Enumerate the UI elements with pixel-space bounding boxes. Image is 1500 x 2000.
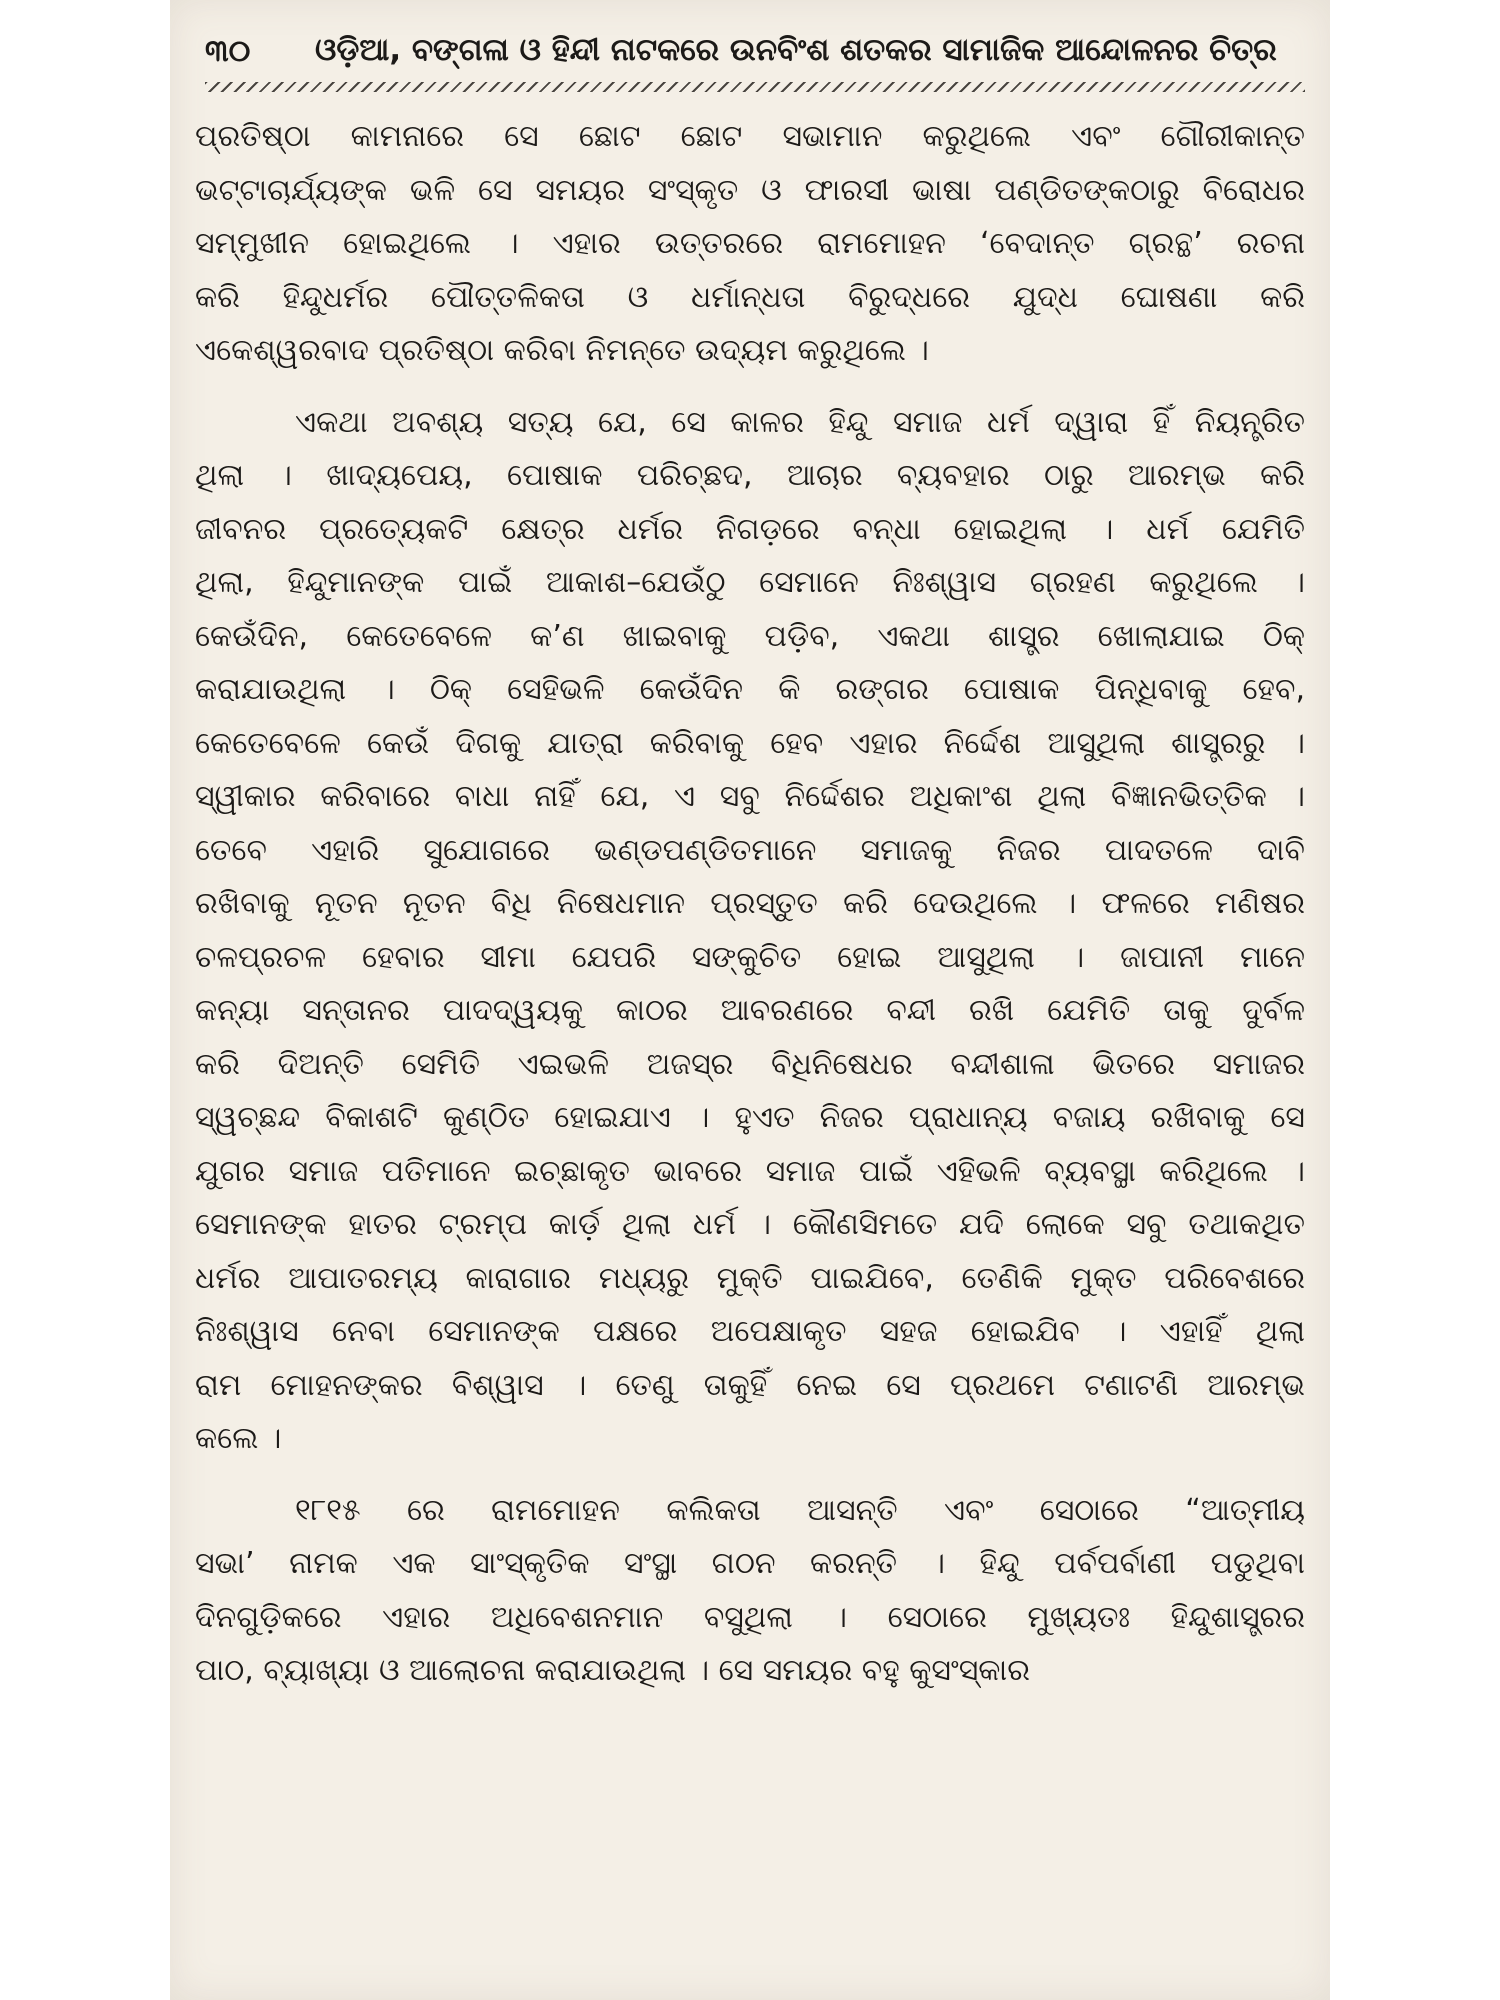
text-line: ସ୍ୱଚ୍ଛନ୍ଦ ବିକାଶଟି କୁଣ୍ଠିତ ହୋଇଯାଏ । ହୁଏତ ନିଜର ପ୍ରାଧାନ୍ୟ ବଜାୟ ରଖିବାକୁ ସେ: [195, 1100, 1305, 1135]
text-line: କରି ହିନ୍ଦୁଧର୍ମର ପୌତ୍ତଳିକତା ଓ ଧର୍ମାନ୍ଧତା ବିରୁଦ୍ଧରେ ଯୁଦ୍ଧ ଘୋଷଣା କରି: [195, 279, 1305, 315]
paragraph: [195, 110, 1305, 378]
running-title: ଓଡ଼ିଆ, ବଙ୍ଗଳା ଓ ହିନ୍ଦୀ ନାଟକରେ ଉନବିଂଶ ଶତକର ସାମାଜିକ ଆନ୍ଦୋଳନର ଚିତ୍ର: [315, 32, 1277, 68]
text-line: ଏକେଶ୍ୱରବାଦ ପ୍ରତିଷ୍ଠା କରିବା ନିମନ୍ତେ ଉଦ୍ୟମ କରୁଥିଲେ ।: [195, 333, 929, 368]
text-line: ସ୍ୱୀକାର କରିବାରେ ବାଧା ନାହିଁ ଯେ, ଏ ସବୁ ନିର୍ଦ୍ଦେଶର ଅଧିକାଂଶ ଥିଲା ବିଜ୍ଞାନଭିତ୍ତିକ ।: [195, 779, 1305, 814]
paragraph: [195, 1484, 1305, 1698]
text-line: ଯୁଗର ସମାଜ ପତିମାନେ ଇଚ୍ଛାକୃତ ଭାବରେ ସମାଜ ପାଇଁ ଏହିଭଳି ବ୍ୟବସ୍ଥା କରିଥିଲେ ।: [195, 1153, 1305, 1189]
text-line: ଥିଲା । ଖାଦ୍ୟପେୟ, ପୋଷାକ ପରିଚ୍ଛଦ, ଆଚାର ବ୍ୟବହାର ଠାରୁ ଆରମ୍ଭ କରି: [195, 458, 1305, 493]
text-line: ଜୀବନର ପ୍ରତ୍ୟେକଟି କ୍ଷେତ୍ର ଧର୍ମର ନିଗଡ଼ରେ ବନ୍ଧା ହୋଇଥିଲା । ଧର୍ମ ଯେମିତି: [195, 511, 1305, 547]
text-line: କେଉଁଦିନ, କେତେବେଳେ କ’ଣ ଖାଇବାକୁ ପଡ଼ିବ, ଏକଥା ଶାସ୍ତ୍ର ଖୋଲାଯାଇ ଠିକ୍: [195, 618, 1305, 654]
text-line: ଧର୍ମର ଆପାତରମ୍ୟ କାରାଗାର ମଧ୍ୟରୁ ମୁକ୍ତି ପାଇଯିବେ, ତେଣିକି ମୁକ୍ତ ପରିବେଶରେ: [195, 1260, 1305, 1296]
text-line: ନିଃଶ୍ୱାସ ନେବା ସେମାନଙ୍କ ପକ୍ଷରେ ଅପେକ୍ଷାକୃତ ସହଜ ହୋଇଯିବ । ଏହାହିଁ ଥିଲା: [195, 1314, 1305, 1349]
paragraph: [195, 396, 1305, 1466]
body-text: [195, 110, 1305, 1698]
text-line: ସଭା’ ନାମକ ଏକ ସାଂସ୍କୃତିକ ସଂସ୍ଥା ଗଠନ କରନ୍ତି । ହିନ୍ଦୁ ପର୍ବପର୍ବାଣୀ ପଡୁଥିବା: [195, 1546, 1305, 1581]
text-line: ଦିନଗୁଡ଼ିକରେ ଏହାର ଅଧିବେଶନମାନ ବସୁଥିଲା । ସେଠାରେ ମୁଖ୍ୟତଃ ହିନ୍ଦୁଶାସ୍ତ୍ରର: [195, 1599, 1305, 1635]
text-line: କନ୍ୟା ସନ୍ତାନର ପାଦଦ୍ୱୟକୁ କାଠର ଆବରଣରେ ବନ୍ଦୀ ରଖି ଯେମିତି ତାକୁ ଦୁର୍ବଳ: [195, 993, 1305, 1028]
header-rule: [205, 82, 1305, 92]
text-line: ପାଠ, ବ୍ୟାଖ୍ୟା ଓ ଆଲୋଚନା କରାଯାଉଥିଲା । ସେ ସମୟର ବହୁ କୁସଂସ୍କାର: [195, 1653, 1031, 1688]
text-line: ଥିଲା, ହିନ୍ଦୁମାନଙ୍କ ପାଇଁ ଆକାଶ–ଯେଉଁଠୁ ସେମାନେ ନିଃଶ୍ୱାସ ଗ୍ରହଣ କରୁଥିଲେ ।: [195, 565, 1305, 600]
text-line: କେତେବେଳେ କେଉଁ ଦିଗକୁ ଯାତ୍ରା କରିବାକୁ ହେବ ଏହାର ନିର୍ଦ୍ଦେଶ ଆସୁଥିଲା ଶାସ୍ତ୍ରରୁ ।: [195, 725, 1305, 761]
text-line: ତେବେ ଏହାରି ସୁଯୋଗରେ ଭଣ୍ଡପଣ୍ଡିତମାନେ ସମାଜକୁ ନିଜର ପାଦତଳେ ଦାବି: [195, 832, 1305, 868]
text-line: କରି ଦିଅନ୍ତି ସେମିତି ଏଇଭଳି ଅଜସ୍ର ବିଧିନିଷେଧର ବନ୍ଦୀଶାଳା ଭିତରେ ସମାଜର: [195, 1046, 1305, 1082]
text-line: ଭଟ୍ଟାଚାର୍ଯ୍ୟଙ୍କ ଭଳି ସେ ସମୟର ସଂସ୍କୃତ ଓ ଫାରସୀ ଭାଷା ପଣ୍ଡିତଙ୍କଠାରୁ ବିରୋଧର: [195, 172, 1305, 208]
text-line: ସମ୍ମୁଖୀନ ହୋଇଥିଲେ । ଏହାର ଉତ୍ତରରେ ରାମମୋହନ ‘ବେଦାନ୍ତ ଗ୍ରନ୍ଥ’ ରଚନା: [195, 226, 1305, 261]
page-header: [205, 28, 1315, 88]
text-line: ରଖିବାକୁ ନୂତନ ନୂତନ ବିଧି ନିଷେଧମାନ ପ୍ରସ୍ତୁତ କରି ଦେଉଥିଲେ । ଫଳରେ ମଣିଷର: [195, 886, 1305, 921]
text-line: ରାମ ମୋହନଙ୍କର ବିଶ୍ୱାସ । ତେଣୁ ତାକୁହିଁ ନେଇ ସେ ପ୍ରଥମେ ଟଣାଟଣି ଆରମ୍ଭ: [195, 1367, 1305, 1403]
text-line: ଏକଥା ଅବଶ୍ୟ ସତ୍ୟ ଯେ, ସେ କାଳର ହିନ୍ଦୁ ସମାଜ ଧର୍ମ ଦ୍ୱାରା ହିଁ ନିୟନ୍ତ୍ରିତ: [295, 404, 1305, 440]
text-line: ୧୮୧୫ ରେ ରାମମୋହନ କଲିକତା ଆସନ୍ତି ଏବଂ ସେଠାରେ “ଆତ୍ମୀୟ: [295, 1492, 1305, 1528]
text-line: ସେମାନଙ୍କ ହାତର ଟ୍ରମ୍ପ କାର୍ଡ଼ ଥିଲା ଧର୍ମ । କୌଣସିମତେ ଯଦି ଲୋକେ ସବୁ ତଥାକଥିତ: [195, 1207, 1305, 1242]
text-line: କଲେ ।: [195, 1421, 282, 1456]
text-line: ପ୍ରତିଷ୍ଠା କାମନାରେ ସେ ଛୋଟ ଛୋଟ ସଭାମାନ କରୁଥିଲେ ଏବଂ ଗୌରୀକାନ୍ତ: [195, 119, 1305, 154]
text-line: ଚଳପ୍ରଚଳ ହେବାର ସୀମା ଯେପରି ସଙ୍କୁଚିତ ହୋଇ ଆସୁଥିଲା । ଜାପାନୀ ମାନେ: [195, 939, 1305, 975]
text-line: କରାଯାଉଥିଲା । ଠିକ୍ ସେହିଭଳି କେଉଁଦିନ କି ରଙ୍ଗର ପୋଷାକ ପିନ୍ଧିବାକୁ ହେବ,: [195, 672, 1305, 707]
page-number: ୩୦: [205, 34, 251, 69]
